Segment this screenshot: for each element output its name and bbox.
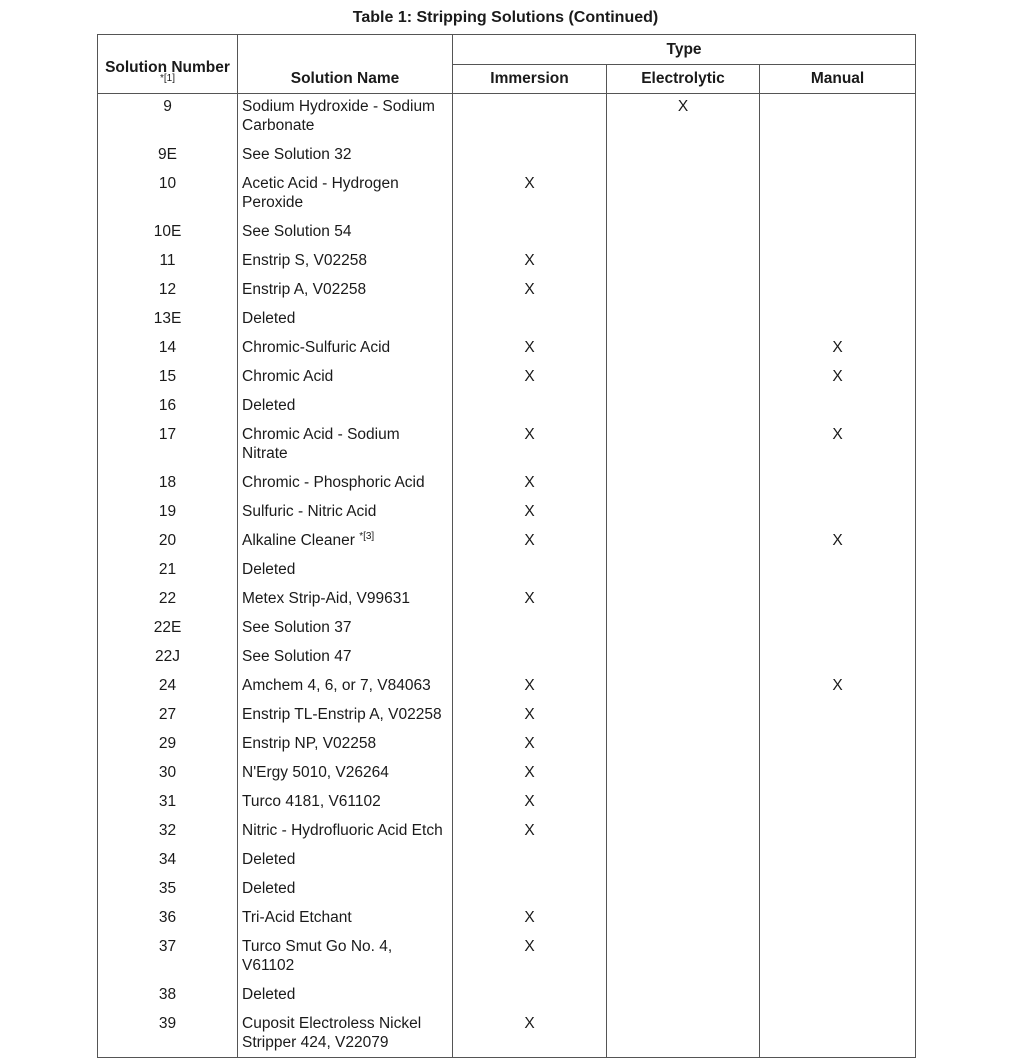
table-row — [98, 421, 916, 469]
immersion-mark-cell — [453, 643, 607, 672]
electrolytic-mark-cell — [607, 498, 760, 527]
solution-number-cell: 21 — [98, 556, 238, 585]
manual-mark-cell — [760, 585, 916, 614]
solution-number-cell: 30 — [98, 759, 238, 788]
manual-mark-cell — [760, 730, 916, 759]
table-row — [98, 527, 916, 556]
solution-name-text: Alkaline Cleaner — [242, 532, 355, 549]
immersion-mark-cell: X — [453, 421, 607, 469]
electrolytic-mark-cell — [607, 527, 760, 556]
immersion-mark-cell: X — [453, 701, 607, 730]
manual-mark-cell — [760, 218, 916, 247]
immersion-mark-cell — [453, 305, 607, 334]
electrolytic-mark-cell — [607, 247, 760, 276]
solution-name-text: Sodium Hydroxide - Sodium Carbonate — [242, 98, 435, 134]
immersion-mark-cell — [453, 392, 607, 421]
solution-name-cell — [238, 247, 453, 276]
immersion-mark-cell: X — [453, 817, 607, 846]
immersion-mark-cell: X — [453, 788, 607, 817]
solution-name-cell — [238, 334, 453, 363]
solution-name-cell — [238, 1010, 453, 1058]
table-row — [98, 94, 916, 142]
table-row — [98, 817, 916, 846]
solution-number-cell: 19 — [98, 498, 238, 527]
electrolytic-mark-cell — [607, 904, 760, 933]
manual-mark-cell — [760, 701, 916, 730]
table-row — [98, 875, 916, 904]
solution-name-text: Deleted — [242, 986, 296, 1003]
electrolytic-mark-cell — [607, 363, 760, 392]
table-row — [98, 170, 916, 218]
electrolytic-mark-cell — [607, 276, 760, 305]
solution-name-cell — [238, 701, 453, 730]
immersion-mark-cell: X — [453, 585, 607, 614]
header-solution-name: Solution Name — [238, 35, 453, 94]
solution-name-cell — [238, 170, 453, 218]
electrolytic-mark-cell — [607, 305, 760, 334]
solution-name-text: Sulfuric - Nitric Acid — [242, 503, 377, 520]
immersion-mark-cell: X — [453, 247, 607, 276]
immersion-mark-cell — [453, 218, 607, 247]
electrolytic-mark-cell — [607, 421, 760, 469]
immersion-mark-cell — [453, 875, 607, 904]
electrolytic-mark-cell — [607, 643, 760, 672]
electrolytic-mark-cell — [607, 141, 760, 170]
manual-mark-cell — [760, 498, 916, 527]
manual-mark-cell — [760, 875, 916, 904]
manual-mark-cell: X — [760, 672, 916, 701]
solution-name-cell — [238, 672, 453, 701]
manual-mark-cell: X — [760, 527, 916, 556]
table-row — [98, 933, 916, 981]
solution-number-cell: 14 — [98, 334, 238, 363]
solution-name-cell — [238, 730, 453, 759]
header-type: Type — [453, 35, 916, 65]
immersion-mark-cell: X — [453, 672, 607, 701]
table-row — [98, 585, 916, 614]
manual-mark-cell — [760, 247, 916, 276]
manual-mark-cell — [760, 904, 916, 933]
solution-name-cell — [238, 305, 453, 334]
footnote-ref-1: *[1] — [159, 72, 175, 84]
manual-mark-cell — [760, 392, 916, 421]
immersion-mark-cell: X — [453, 276, 607, 305]
solution-name-text: Chromic Acid - Sodium Nitrate — [242, 426, 400, 462]
solution-number-cell: 11 — [98, 247, 238, 276]
solution-name-text: See Solution 37 — [242, 619, 352, 636]
solution-name-cell — [238, 933, 453, 981]
table-row — [98, 730, 916, 759]
solution-name-cell — [238, 141, 453, 170]
electrolytic-mark-cell — [607, 469, 760, 498]
table-row — [98, 498, 916, 527]
manual-mark-cell — [760, 276, 916, 305]
solution-name-text: Cuposit Electroless Nickel Stripper 424, V22079 — [242, 1015, 422, 1051]
solution-number-cell: 22E — [98, 614, 238, 643]
immersion-mark-cell — [453, 94, 607, 142]
table-row — [98, 614, 916, 643]
solution-name-cell — [238, 363, 453, 392]
solution-number-cell: 22 — [98, 585, 238, 614]
solution-name-text: Nitric - Hydrofluoric Acid Etch — [242, 822, 443, 839]
solution-name-cell — [238, 875, 453, 904]
manual-mark-cell — [760, 846, 916, 875]
header-solution-number — [98, 35, 238, 94]
solution-number-cell: 9 — [98, 94, 238, 142]
table-row — [98, 276, 916, 305]
solution-number-cell: 39 — [98, 1010, 238, 1058]
solution-name-text: Deleted — [242, 851, 296, 868]
electrolytic-mark-cell — [607, 556, 760, 585]
table-row — [98, 141, 916, 170]
solution-number-cell: 13E — [98, 305, 238, 334]
solution-name-text: Deleted — [242, 397, 296, 414]
solution-name-text: See Solution 32 — [242, 146, 352, 163]
manual-mark-cell — [760, 643, 916, 672]
header-electrolytic: Electrolytic — [607, 65, 760, 94]
electrolytic-mark-cell — [607, 981, 760, 1010]
solution-name-cell — [238, 556, 453, 585]
solution-name-text: Enstrip S, V02258 — [242, 252, 367, 269]
manual-mark-cell — [760, 94, 916, 142]
header-immersion: Immersion — [453, 65, 607, 94]
manual-mark-cell: X — [760, 363, 916, 392]
manual-mark-cell — [760, 170, 916, 218]
solution-name-text: Tri-Acid Etchant — [242, 909, 352, 926]
solution-name-text: Chromic-Sulfuric Acid — [242, 339, 391, 356]
table-row — [98, 363, 916, 392]
solution-name-text: Metex Strip-Aid, V99631 — [242, 590, 411, 607]
header-manual: Manual — [760, 65, 916, 94]
solution-name-cell — [238, 585, 453, 614]
immersion-mark-cell: X — [453, 904, 607, 933]
solution-name-text: See Solution 54 — [242, 223, 352, 240]
immersion-mark-cell: X — [453, 498, 607, 527]
solution-name-text: Deleted — [242, 310, 296, 327]
manual-mark-cell — [760, 141, 916, 170]
table-row — [98, 672, 916, 701]
solution-number-cell: 29 — [98, 730, 238, 759]
solution-name-cell — [238, 904, 453, 933]
solution-number-cell: 24 — [98, 672, 238, 701]
electrolytic-mark-cell — [607, 585, 760, 614]
electrolytic-mark-cell — [607, 392, 760, 421]
electrolytic-mark-cell — [607, 334, 760, 363]
table-row — [98, 904, 916, 933]
solution-name-text: Acetic Acid - Hydrogen Peroxide — [242, 175, 399, 211]
immersion-mark-cell: X — [453, 730, 607, 759]
solution-name-cell — [238, 392, 453, 421]
electrolytic-mark-cell — [607, 672, 760, 701]
table-row — [98, 1010, 916, 1058]
footnote-ref-3: *[3] — [359, 530, 375, 542]
solution-name-cell — [238, 421, 453, 469]
solution-name-text: Chromic - Phosphoric Acid — [242, 474, 425, 491]
solution-name-cell — [238, 469, 453, 498]
solution-name-cell — [238, 788, 453, 817]
table-row — [98, 556, 916, 585]
solution-number-cell: 9E — [98, 141, 238, 170]
electrolytic-mark-cell — [607, 1010, 760, 1058]
solution-name-cell — [238, 218, 453, 247]
solution-name-text: Turco 4181, V61102 — [242, 793, 381, 810]
solution-number-cell: 17 — [98, 421, 238, 469]
solution-name-cell — [238, 759, 453, 788]
solution-name-text: Enstrip NP, V02258 — [242, 735, 377, 752]
immersion-mark-cell: X — [453, 170, 607, 218]
table-row — [98, 788, 916, 817]
table-row — [98, 305, 916, 334]
immersion-mark-cell — [453, 846, 607, 875]
manual-mark-cell — [760, 305, 916, 334]
solution-number-cell: 16 — [98, 392, 238, 421]
table-row — [98, 759, 916, 788]
table-body — [98, 94, 916, 1058]
manual-mark-cell — [760, 614, 916, 643]
manual-mark-cell — [760, 759, 916, 788]
immersion-mark-cell — [453, 141, 607, 170]
immersion-mark-cell: X — [453, 933, 607, 981]
solution-name-cell — [238, 498, 453, 527]
solution-name-cell — [238, 276, 453, 305]
solution-name-cell — [238, 817, 453, 846]
solution-number-cell: 32 — [98, 817, 238, 846]
electrolytic-mark-cell — [607, 817, 760, 846]
manual-mark-cell — [760, 556, 916, 585]
immersion-mark-cell: X — [453, 759, 607, 788]
solution-number-cell: 20 — [98, 527, 238, 556]
electrolytic-mark-cell — [607, 846, 760, 875]
solution-number-cell: 10 — [98, 170, 238, 218]
solution-name-cell — [238, 981, 453, 1010]
solution-name-cell — [238, 527, 453, 556]
solution-name-text: See Solution 47 — [242, 648, 352, 665]
solution-name-cell — [238, 614, 453, 643]
solution-number-cell: 36 — [98, 904, 238, 933]
electrolytic-mark-cell — [607, 614, 760, 643]
manual-mark-cell — [760, 933, 916, 981]
solution-number-cell: 10E — [98, 218, 238, 247]
solution-name-text: Turco Smut Go No. 4, V61102 — [242, 938, 393, 974]
electrolytic-mark-cell — [607, 759, 760, 788]
solution-number-cell: 34 — [98, 846, 238, 875]
manual-mark-cell — [760, 469, 916, 498]
immersion-mark-cell: X — [453, 469, 607, 498]
solution-name-text: Enstrip A, V02258 — [242, 281, 367, 298]
solution-number-cell: 22J — [98, 643, 238, 672]
solution-number-cell: 12 — [98, 276, 238, 305]
solution-number-cell: 18 — [98, 469, 238, 498]
solution-name-text: Enstrip TL-Enstrip A, V02258 — [242, 706, 442, 723]
manual-mark-cell — [760, 1010, 916, 1058]
table-row — [98, 846, 916, 875]
electrolytic-mark-cell — [607, 933, 760, 981]
immersion-mark-cell: X — [453, 334, 607, 363]
table-row — [98, 701, 916, 730]
solution-name-cell — [238, 643, 453, 672]
electrolytic-mark-cell — [607, 788, 760, 817]
solution-name-cell — [238, 94, 453, 142]
electrolytic-mark-cell — [607, 170, 760, 218]
table-row — [98, 218, 916, 247]
solution-number-cell: 15 — [98, 363, 238, 392]
solution-number-cell: 27 — [98, 701, 238, 730]
electrolytic-mark-cell — [607, 730, 760, 759]
solution-name-text: Amchem 4, 6, or 7, V84063 — [242, 677, 431, 694]
immersion-mark-cell — [453, 556, 607, 585]
solution-number-cell: 38 — [98, 981, 238, 1010]
electrolytic-mark-cell — [607, 218, 760, 247]
electrolytic-mark-cell: X — [607, 94, 760, 142]
stripping-solutions-table — [97, 34, 916, 1058]
solution-number-cell: 31 — [98, 788, 238, 817]
immersion-mark-cell: X — [453, 527, 607, 556]
solution-name-text: Deleted — [242, 561, 296, 578]
table-row — [98, 981, 916, 1010]
table-row — [98, 392, 916, 421]
manual-mark-cell — [760, 817, 916, 846]
solution-name-text: N'Ergy 5010, V26264 — [242, 764, 389, 781]
table-row — [98, 247, 916, 276]
immersion-mark-cell: X — [453, 363, 607, 392]
table-row — [98, 334, 916, 363]
manual-mark-cell — [760, 788, 916, 817]
electrolytic-mark-cell — [607, 875, 760, 904]
manual-mark-cell — [760, 981, 916, 1010]
immersion-mark-cell: X — [453, 1010, 607, 1058]
immersion-mark-cell — [453, 614, 607, 643]
solution-name-text: Deleted — [242, 880, 296, 897]
solution-name-cell — [238, 846, 453, 875]
header-solution-number-label: Solution Number — [105, 58, 230, 76]
solution-number-cell: 35 — [98, 875, 238, 904]
solution-number-cell: 37 — [98, 933, 238, 981]
electrolytic-mark-cell — [607, 701, 760, 730]
manual-mark-cell: X — [760, 421, 916, 469]
table-row — [98, 469, 916, 498]
manual-mark-cell: X — [760, 334, 916, 363]
immersion-mark-cell — [453, 981, 607, 1010]
solution-name-text: Chromic Acid — [242, 368, 334, 385]
table-row — [98, 643, 916, 672]
table-caption: Table 1: Stripping Solutions (Continued) — [352, 9, 659, 26]
